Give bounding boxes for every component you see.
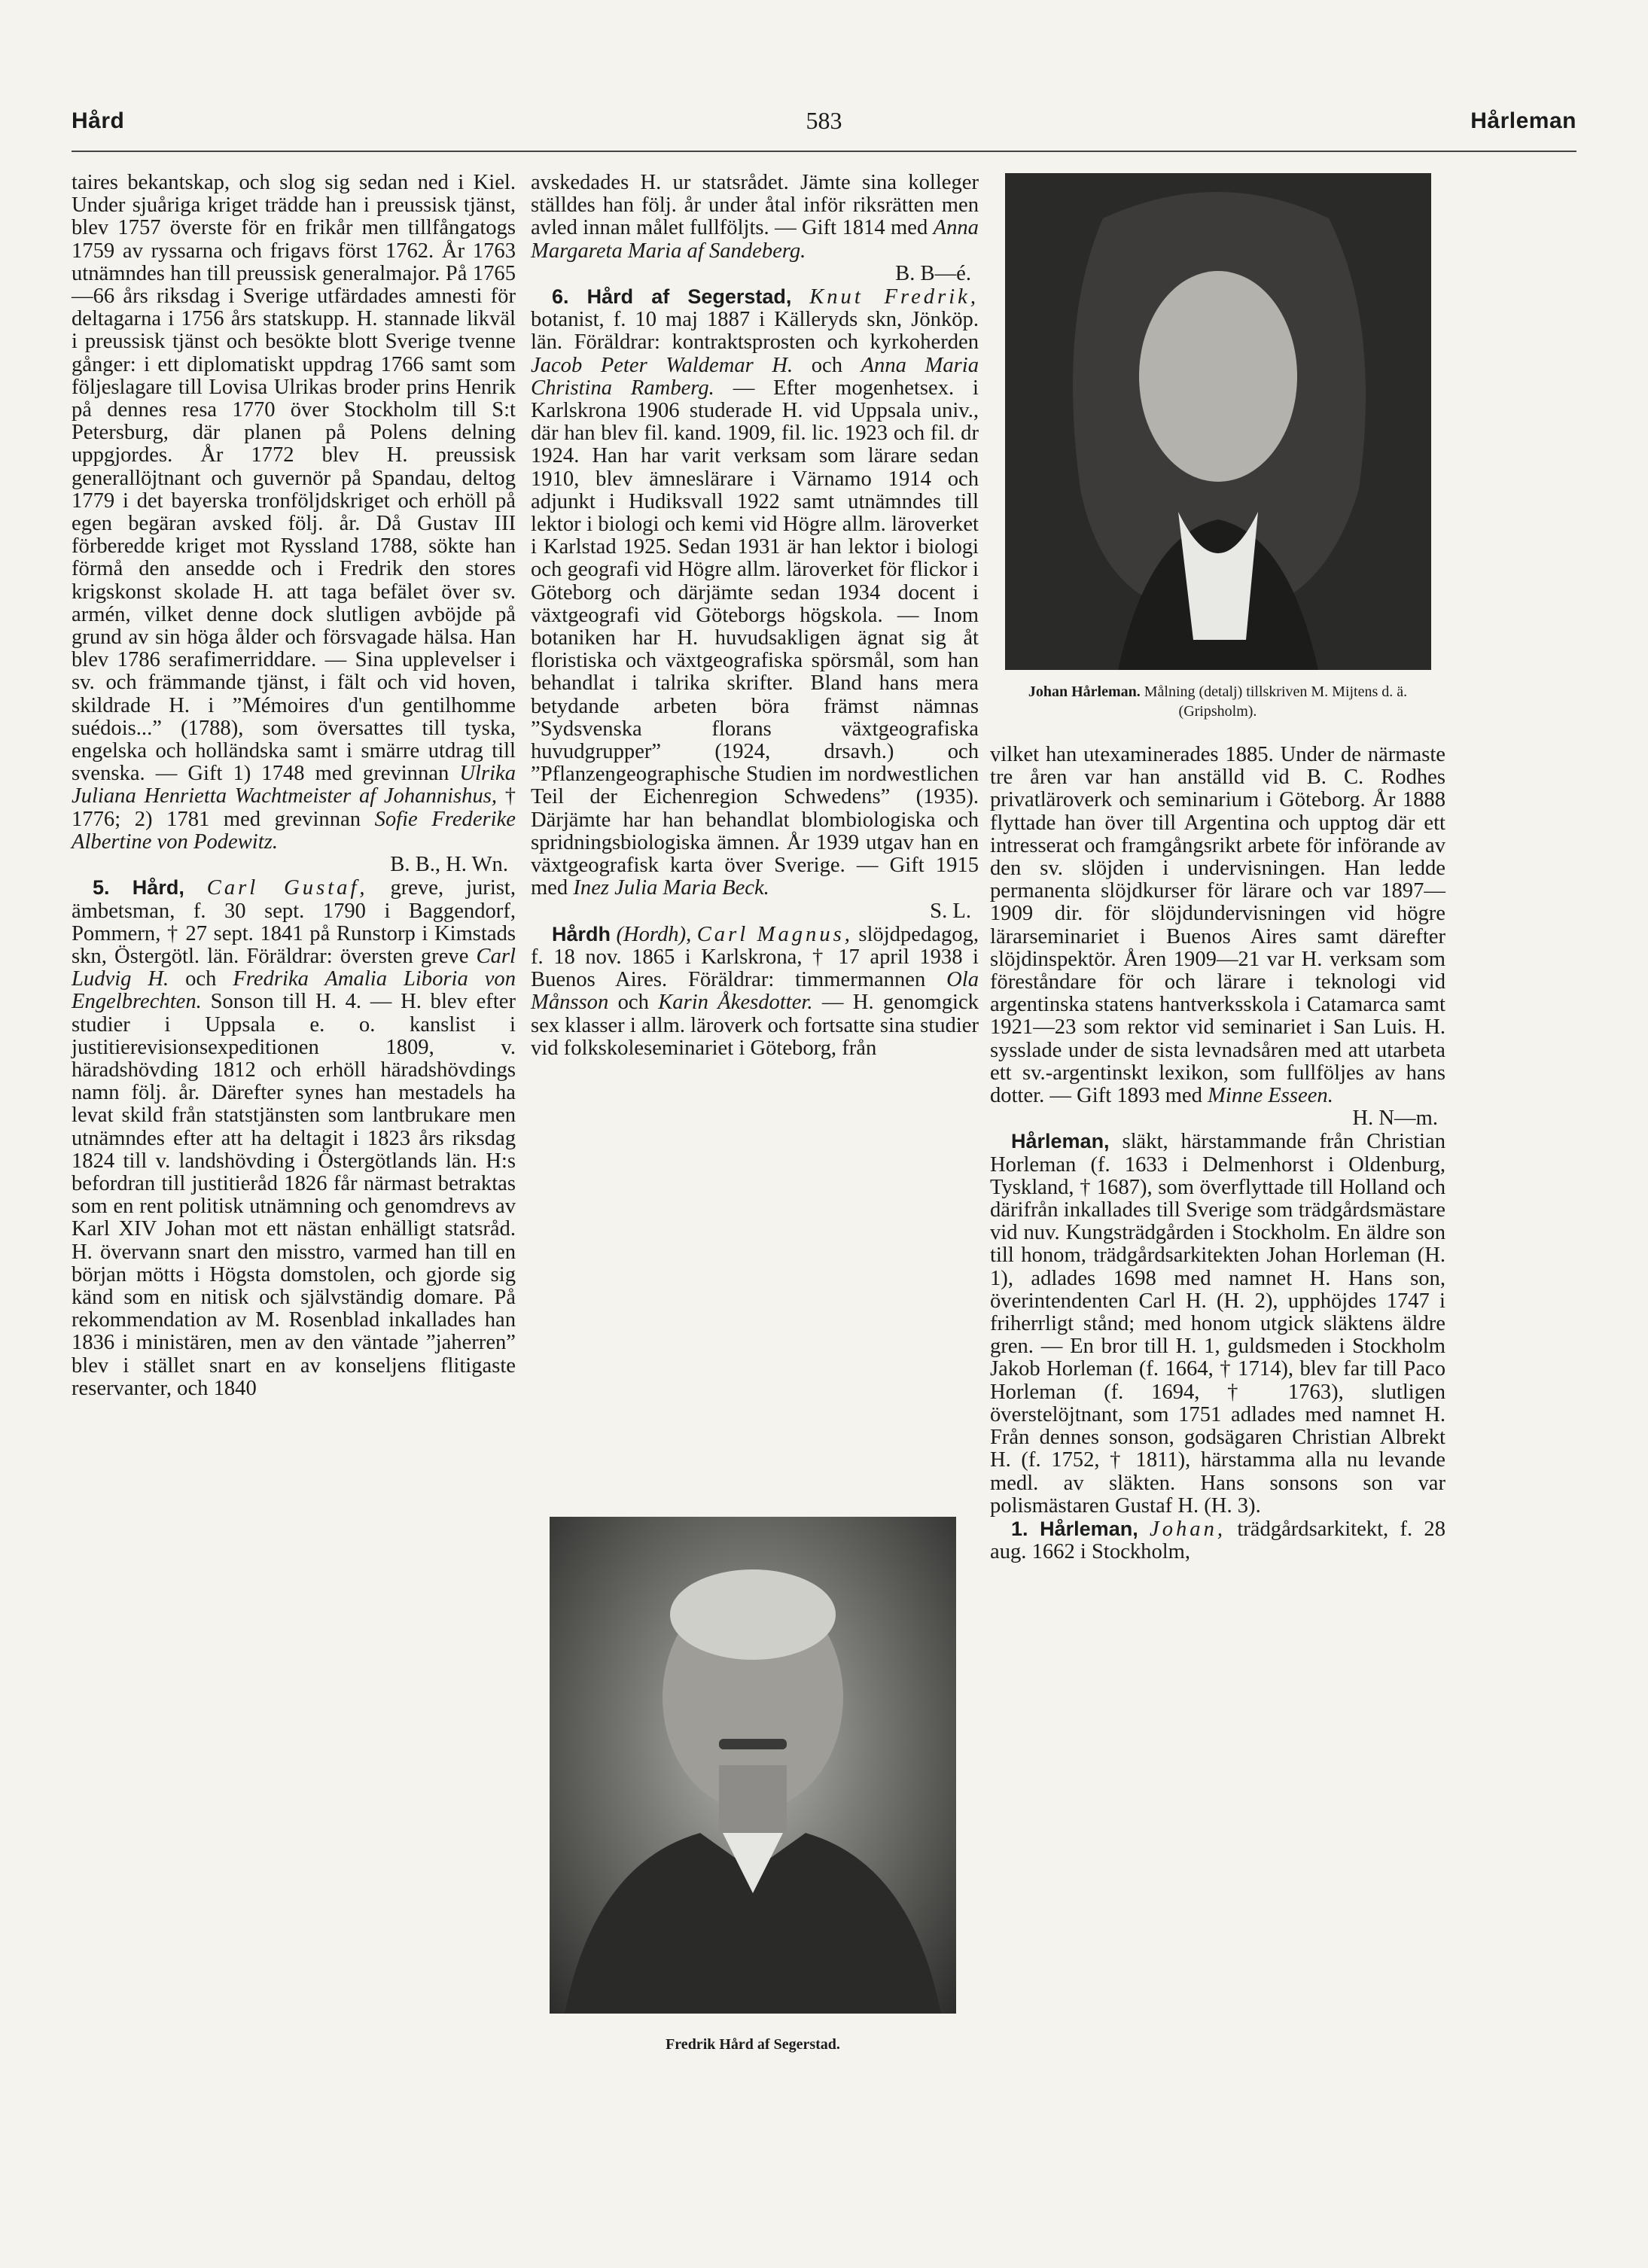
- portrait-silhouette-icon: [550, 1517, 956, 2014]
- entry-4-text: taires bekantskap, och slog sig sedan ned i Kiel. Under sjuåriga kriget trädde han i preussisk tjänst, blev 1757 överste för en frikår men tillfångatogs 1759 av ryssarna och frigavs först 1762. År 1763 utnämndes han till preussisk generalmajor. På 1765—66 års riksdag i Sverige utfärdades amnesti för deltagarna i 1756 års statskupp. H. stannade likväl i preussisk tjänst och besökte blott Sverige tvenne gånger: i ett diplomatiskt uppdrag 1766 samt som följeslagare till Lovisa Ulrikas broder prins Henrik på dennes resa 1770 över Stockholm till S:t Petersburg, där planen på Polens delning uppgjordes. År 1772 blev H. preussisk generallöjtnant och guvernör på Spandau, deltog 1779 i det bayerska tronföljdskriget och erhöll på egen begäran avsked följ. år. Då Gustav III förberedde kriget mot Ryssland 1788, sökte han förmå den ansedde och i Fredrik den stores krigskonst skolade H. att taga befälet över sv. armén, vilket denne dock slutligen avböjde på grund av sin höga ålder och försvagade hälsa. Han blev 1786 serafimerriddare. — Sina upplevelser i sv. och främmande tjänst, i fält och vid hoven, skildrade H. i ”Mémoires d'un gentilhomme suédois...” (1788), som översattes till tyska, engelska och holländska samt i smärre utdrag till svenska. — Gift 1) 1748 med grevinnan: [72, 171, 516, 786]
- entry-6-text-a: botanist, f. 10 maj 1887 i Källeryds skn, Jönköp. län. Föräldrar: kontraktsprosten och kyrkoherden: [531, 308, 979, 355]
- header-rule: [72, 151, 1576, 152]
- entry-4-continuation: [72, 172, 516, 876]
- entry-4-wife-2: Sofie Frederike Albertine von Podewitz.: [72, 807, 516, 854]
- family-entry-title: Hårleman,: [1011, 1130, 1110, 1153]
- entry-hardh-end-text: vilket han utexaminerades 1885. Under de närmaste tre åren var han anställd vid B. C. Rodhes privatläroverk och seminarium i Göteborg. År 1888 flyttade han över till Argentina och upptog där ett intresserat och framgångsrikt arbete för införande av den sv. slöjden i undervisningen. Han ledde permanenta slöjdkurser för lärare och var 1897—1909 dir. för slöjdundervisningen vid högre lärarseminariet i Buenos Aires samt därefter slöjdinspektör. Åren 1909—21 var H. verksam som föreståndare för och lärare i teknologi vid argentinska statens hantverksskola i Catamarca samt 1921—23 som rektor vid seminariet i San Luis. H. sysslade under de sista levnadsåren med att utarbeta ett sv.-argentinskt lexikon, som fullföljes av hans dotter. — Gift 1893 med: [990, 743, 1445, 1108]
- entry-hardh-and: och: [617, 991, 649, 1015]
- photo-caption-johan: [990, 682, 1445, 721]
- entry-harleman-1-text: trädgårdsarkitekt, f. 28 aug. 1662 i Stockholm,: [990, 1517, 1445, 1564]
- painted-portrait-icon: [1005, 173, 1431, 670]
- header-right-word: Hårleman: [1470, 108, 1576, 133]
- entry-hardh-text-b: — H. genomgick sex klasser i allm. läroverk och fortsatte sina studier vid folkskoleseminariet i Göteborg, från: [531, 991, 979, 1060]
- entry-harleman-1: [990, 1518, 1445, 1563]
- entry-6-name: Knut Fredrik,: [809, 285, 979, 309]
- entry-6-wife: Inez Julia Maria Beck.: [573, 876, 769, 900]
- header-left-word: Hård: [72, 108, 125, 133]
- portrait-photo-fredrik: [550, 1517, 956, 2014]
- photo-caption-fredrik: Fredrik Hård af Segerstad.: [666, 2036, 840, 2053]
- entry-harleman-1-title: 1. Hårleman,: [1011, 1517, 1138, 1540]
- entry-4-signature: B. B., H. Wn.: [390, 853, 508, 877]
- entry-5-text-b: Sonson till H. 4. — H. blev efter studier i Uppsala e. o. kanslist i justitierevisionsexpeditionen 1809, v. häradshövding 1812 och erhöll häradshövdings namn följ. år. Därefter synes han mestadels ha levat skild från statstjänsten som lantbrukare men utnämndes efter att ha deltagit i 1823 års riksdag 1824 till v. landshövding i Östergötlands län. H:s befordran till justitieråd 1826 får närmast betraktas som en rent politisk utnämning och genomdrevs av Karl XIV Johan mot ett nästan enhälligt statsråd. H. övervann snart den misstro, varmed han till en början mötts i Högsta domstolen, och gjorde sig känd som en nitisk och självständig domare. På rekommendation av M. Rosenblad inkallades han 1836 i ministären, men av den väntade ”jaherren” blev i stället snart en av konseljens flitigaste reservanter, och 1840: [72, 990, 516, 1400]
- entry-5-name: Carl Gustaf,: [206, 876, 368, 900]
- caption-johan-text: Målning (detalj) tillskriven M. Mijtens d. ä. (Gripsholm).: [1144, 683, 1408, 720]
- entry-5-text-a: greve, jurist, ämbetsman, f. 30 sept. 1790 i Baggendorf, Pommern, † 27 sept. 1841 på Runstorp i Kimstads skn, Östergötl. län. Föräldrar: översten greve: [72, 876, 516, 968]
- entry-hardh-name: Carl Magnus,: [696, 922, 853, 946]
- entry-5-end-text: avskedades H. ur statsrådet. Jämte sina kolleger ställdes han följ. år under åtal inför riksrätten men avled innan målet fullföljts. — Gift 1814 med: [531, 171, 979, 240]
- entry-6-signature: S. L.: [930, 899, 971, 923]
- entry-5-mother: Fredrika Amalia Liboria von Engelbrechten.: [72, 967, 516, 1014]
- entry-5-signature: B. B—é.: [895, 261, 971, 285]
- family-entry-harleman: [990, 1130, 1445, 1517]
- column-1: [72, 172, 516, 1400]
- entry-5-father: Carl Ludvig H.: [72, 944, 516, 991]
- page-header: [72, 105, 1576, 151]
- entry-5: [72, 876, 516, 1400]
- entry-5-and: och: [185, 967, 217, 991]
- page-number: 583: [806, 107, 842, 134]
- entry-hardh-text-a: slöjdpedagog, f. 18 nov. 1865 i Karlskrona, † 17 april 1938 i Buenos Aires. Föräldrar: timmermannen: [531, 922, 979, 992]
- entry-harleman-1-name: Johan,: [1150, 1517, 1226, 1541]
- entry-6-text-b: — Efter mogenhetsex. i Karlskrona 1906 studerade H. vid Uppsala univ., där han blev fil. kand. 1909, fil. lic. 1923 och fil. dr 1924. Han har varit verksam som lärare sedan 1910, blev ämneslärare i Värnamo 1914 och adjunkt i Hudiksvall 1922 samt utnämndes till lektor i biologi och kemi vid Högre allm. läroverket i Karlstad 1925. Sedan 1931 är han lektor i biologi och geografi vid Högre allm. läroverket för flickor i Göteborg och därjämte sedan 1934 docent i växtgeografi vid Göteborgs högskola. — Inom botaniken har H. huvudsakligen ägnat sig åt floristiska och växtgeografiska spörsmål, som han behandlat i talrika skrifter. Bland hans mera betydande arbeten böra främst nämnas ”Sydsvenska florans växtgeografiska huvudgrupper” (1924, drsavh.) och ”Pflanzengeographische Studien im nordwestlichen Teil der Eichenregion Schwedens” (1935). Därjämte har han behandlat blombiologiska och spridningsbiologiska ämnen. År 1939 utgav han en växtgeografisk karta över Sverige. — Gift 1915 med: [531, 376, 979, 900]
- entry-hardh-title: Hårdh: [552, 922, 611, 945]
- entry-hardh-mother: Karin Åkesdotter.: [658, 991, 813, 1015]
- entry-5-end: [531, 172, 979, 285]
- entry-hardh-end: [990, 744, 1445, 1130]
- entry-hardh: [531, 923, 979, 1060]
- entry-6-title: 6. Hård af Segerstad,: [552, 285, 792, 309]
- entry-5-wife: Anna Margareta Maria af Sandeberg.: [531, 216, 979, 263]
- entry-hardh-alt: (Hordh),: [616, 922, 692, 946]
- entry-4-wife-1: Ulrika Juliana Henrietta Wachtmeister af Johannishus,: [72, 762, 516, 808]
- entry-hardh-signature: H. N—m.: [1352, 1107, 1438, 1131]
- entry-6: [531, 285, 979, 923]
- entry-hardh-wife: Minne Esseen.: [1208, 1084, 1333, 1108]
- family-entry-text: släkt, härstammande från Christian Horleman (f. 1633 i Delmenhorst i Oldenburg, Tyskland, † 1687), som överflyttade till Holland och därifrån inkallades till Sverige som trädgårdsmästare vid nuv. Kungsträdgården i Stockholm. En äldre son till honom, trädgårdsarkitekten Johan Horleman (H. 1), adlades 1698 med namnet H. Hans son, överintendenten Carl H. (H. 2), upphöjdes 1747 i friherrligt stånd; med honom utgick släktens äldre gren. — En bror till H. 1, guldsmeden i Stockholm Jakob Horleman (f. 1664, † 1714), blev far till Paco Horleman (f. 1694, † 1763), slutligen överstelöjtnant, som 1751 adlades med namnet H. Från dennes sonson, godsägaren Christian Albrekt H. (f. 1752, † 1811), härstamma alla nu levande medl. av släkten. Hans sonsons son var polismästaren Gustaf H. (H. 3).: [990, 1130, 1445, 1518]
- entry-hardh-father: Ola Månsson: [531, 968, 979, 1015]
- entry-6-father: Jacob Peter Waldemar H.: [531, 353, 794, 377]
- caption-johan-name: Johan Hårleman.: [1028, 683, 1141, 700]
- portrait-painting-johan: [1005, 173, 1431, 670]
- entry-4-text-b: † 1776; 2) 1781 med grevinnan: [72, 784, 516, 831]
- entry-5-title: 5. Hård,: [93, 876, 184, 900]
- entry-6-and: och: [811, 353, 843, 377]
- entry-6-mother: Anna Maria Christina Ramberg.: [531, 353, 979, 400]
